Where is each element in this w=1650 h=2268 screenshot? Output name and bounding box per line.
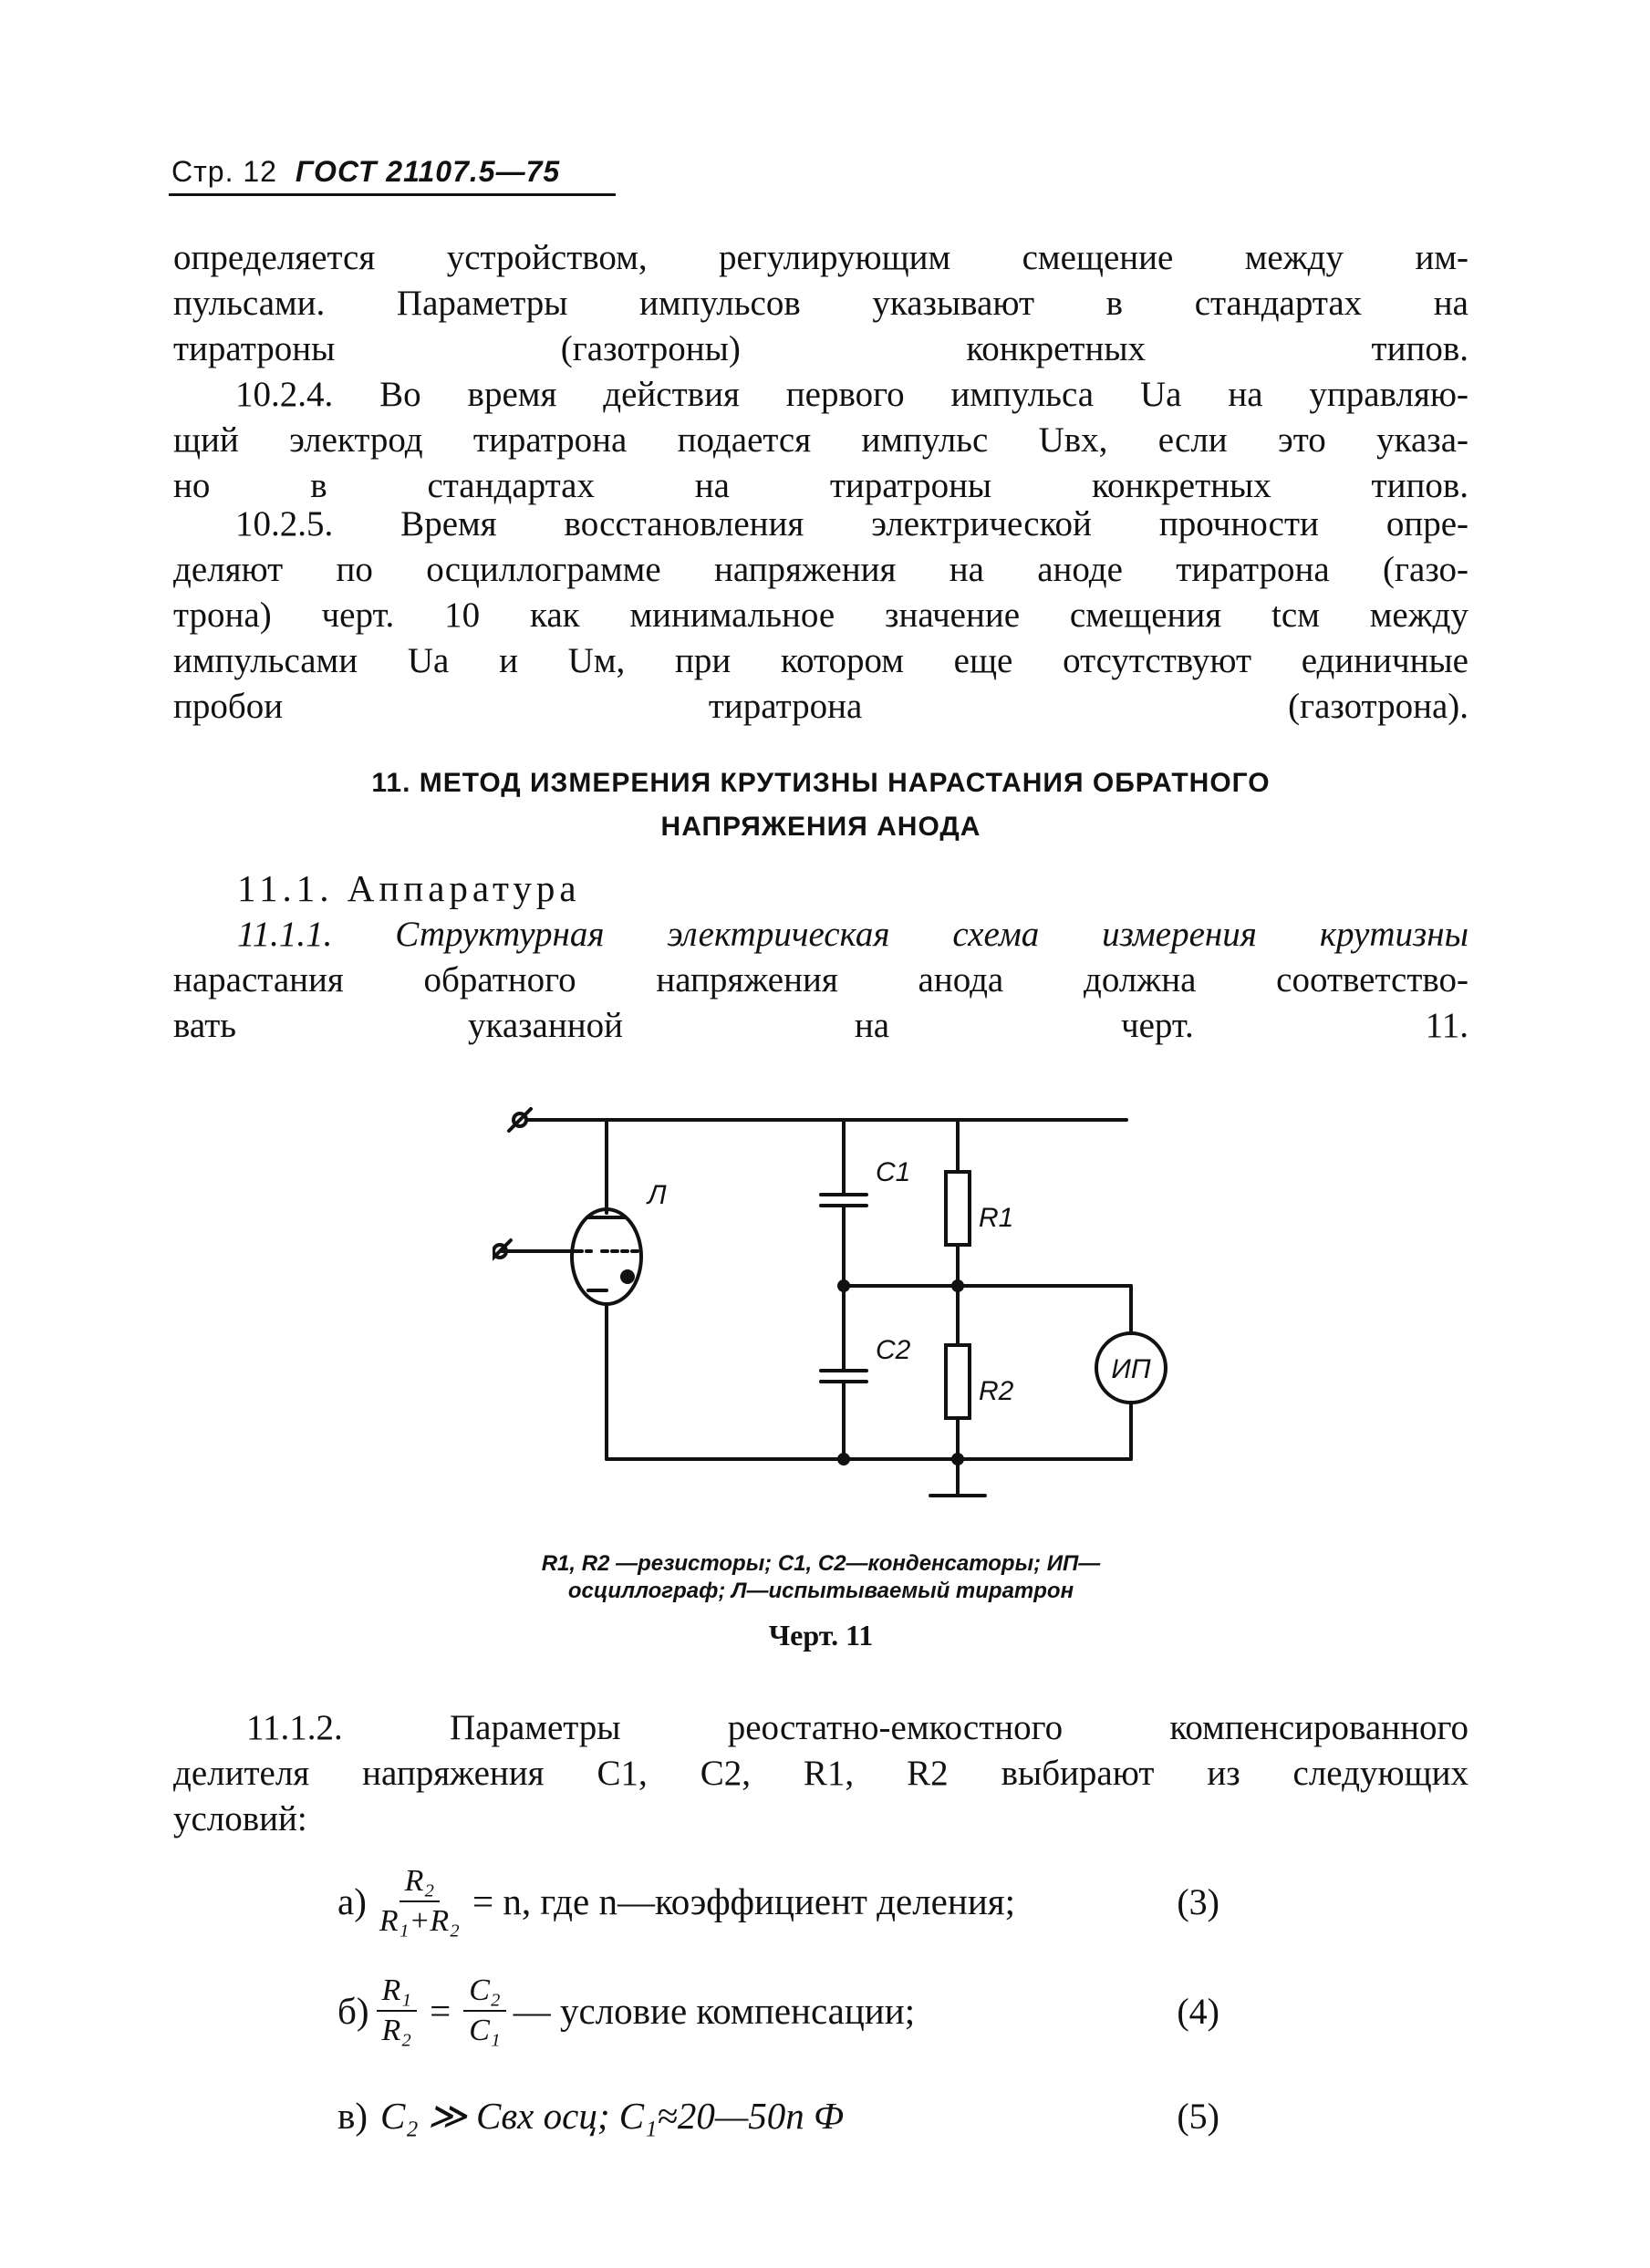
circuit-diagram	[493, 1094, 1186, 1523]
formula-text: = n, где n—коэффициент деления;	[472, 1880, 1016, 1922]
equation-number: (5)	[1177, 2095, 1219, 2137]
formula-5	[337, 2075, 1435, 2157]
label-c2: C2	[876, 1335, 911, 1365]
text-line: пробои тиратрона (газотрона).	[173, 687, 1468, 726]
text-line: 10.2.5. Время восстановления электрической прочности опре-	[235, 504, 1468, 544]
figure-title: Черт. 11	[768, 1619, 874, 1652]
page-header	[171, 155, 560, 189]
equation-number: (4)	[1177, 1990, 1219, 2032]
formula-text: C₂ ≫ Cвх осц; C₁≈20—50п Ф	[380, 2095, 845, 2137]
formula-label: б)	[337, 1990, 369, 2032]
fraction	[374, 1864, 465, 1939]
label-tube: Л	[648, 1180, 667, 1210]
equation-number: (3)	[1177, 1880, 1219, 1922]
junction-dot	[839, 1455, 848, 1464]
caption-line: R1, R2 —резисторы; C1, C2—конденсаторы; ИП—	[541, 1551, 1101, 1576]
text-line: вать указанной на черт. 11.	[173, 1006, 1468, 1045]
formula-text: — условие компенсации;	[513, 1990, 916, 2032]
header-rule	[169, 193, 616, 196]
label-r1: R1	[979, 1203, 1014, 1233]
text-line: нарастания обратного напряжения анода должна соответство-	[173, 960, 1468, 999]
paragraph-continuation	[173, 235, 1468, 372]
formula-label: а)	[337, 1880, 367, 1922]
text-line: тиратроны (газотроны) конкретных типов.	[173, 329, 1468, 368]
paragraph-11-1-2-cont	[173, 1751, 1468, 1842]
page-number: Стр. 12	[171, 155, 277, 188]
text-line: но в стандартах на тиратроны конкретных типов.	[173, 466, 1468, 505]
tube-gas-dot	[622, 1271, 633, 1282]
text-line: импульсами Uа и Uм, при котором еще отсутствуют единичные	[173, 641, 1468, 680]
section-title-line: НАПРЯЖЕНИЯ АНОДА	[660, 812, 981, 842]
junction-dot	[839, 1281, 848, 1290]
paragraph-11-1-2	[173, 1705, 1468, 1751]
numerator: R₁	[377, 1973, 418, 2012]
text-line: делителя напряжения C1, C2, R1, R2 выбирают из следующих	[173, 1754, 1468, 1793]
paragraph-10-2-5	[173, 502, 1468, 547]
text-line: трона) черт. 10 как минимальное значение смещения tсм между	[173, 595, 1468, 635]
denominator: R₁+R₂	[379, 1904, 460, 1938]
text-line: 11.1.1. Структурная электрическая схема измерения крутизны	[237, 915, 1468, 954]
label-meter: ИП	[1111, 1354, 1151, 1384]
paragraph-10-2-4	[173, 372, 1468, 418]
resistor-r1	[946, 1172, 970, 1245]
fraction	[463, 1973, 506, 2048]
caption-line: осциллограф; Л—испытываемый тиратрон	[567, 1579, 1074, 1603]
standard-number: ГОСТ 21107.5—75	[295, 155, 561, 188]
figure-caption	[383, 1550, 1259, 1605]
paragraph-10-2-5-cont	[173, 547, 1468, 730]
paragraph-10-2-4-cont	[173, 418, 1468, 509]
text-line: деляют по осциллограмме напряжения на аноде тиратрона (газо-	[173, 550, 1468, 589]
label-r2: R2	[979, 1376, 1014, 1406]
denominator: R₂	[381, 2014, 412, 2047]
resistor-r2	[946, 1345, 970, 1418]
text-line: 11.1.2. Параметры реостатно-емкостного компенсированного	[246, 1708, 1468, 1747]
numerator: C₂	[463, 1973, 506, 2012]
formula-4: б) $\frac{\text{R₁}}{\text{R₂}}$ = $\frac{\text{C₂}}{\text{C₁}}$ — условие компенсации; (4)	[337, 1973, 1219, 2047]
paragraph-11-1-1	[173, 912, 1468, 958]
text-line: 10.2.4. Во время действия первого импульса Uа на управляю-	[235, 375, 1468, 414]
formula-label: в)	[337, 2095, 368, 2137]
text-line: щий электрод тиратрона подается импульс Uвх, если это указа-	[173, 420, 1468, 460]
subsection-heading: 11.1. Аппаратура	[237, 867, 581, 909]
text-line: пульсами. Параметры импульсов указывают в стандартах на	[173, 284, 1468, 323]
section-title	[173, 761, 1468, 849]
numerator: R₂	[400, 1864, 441, 1902]
text-line: условий:	[173, 1799, 307, 1838]
text-line: определяется устройством, регулирующим смещение между им-	[173, 238, 1468, 277]
section-title-line: 11. МЕТОД ИЗМЕРЕНИЯ КРУТИЗНЫ НАРАСТАНИЯ ОБРАТНОГО	[371, 768, 1271, 798]
fraction	[377, 1973, 418, 2048]
label-c1: C1	[876, 1157, 911, 1187]
formula-3	[337, 1860, 1435, 1942]
paragraph-11-1-1-cont	[173, 958, 1468, 1049]
denominator: C₁	[469, 2014, 501, 2047]
